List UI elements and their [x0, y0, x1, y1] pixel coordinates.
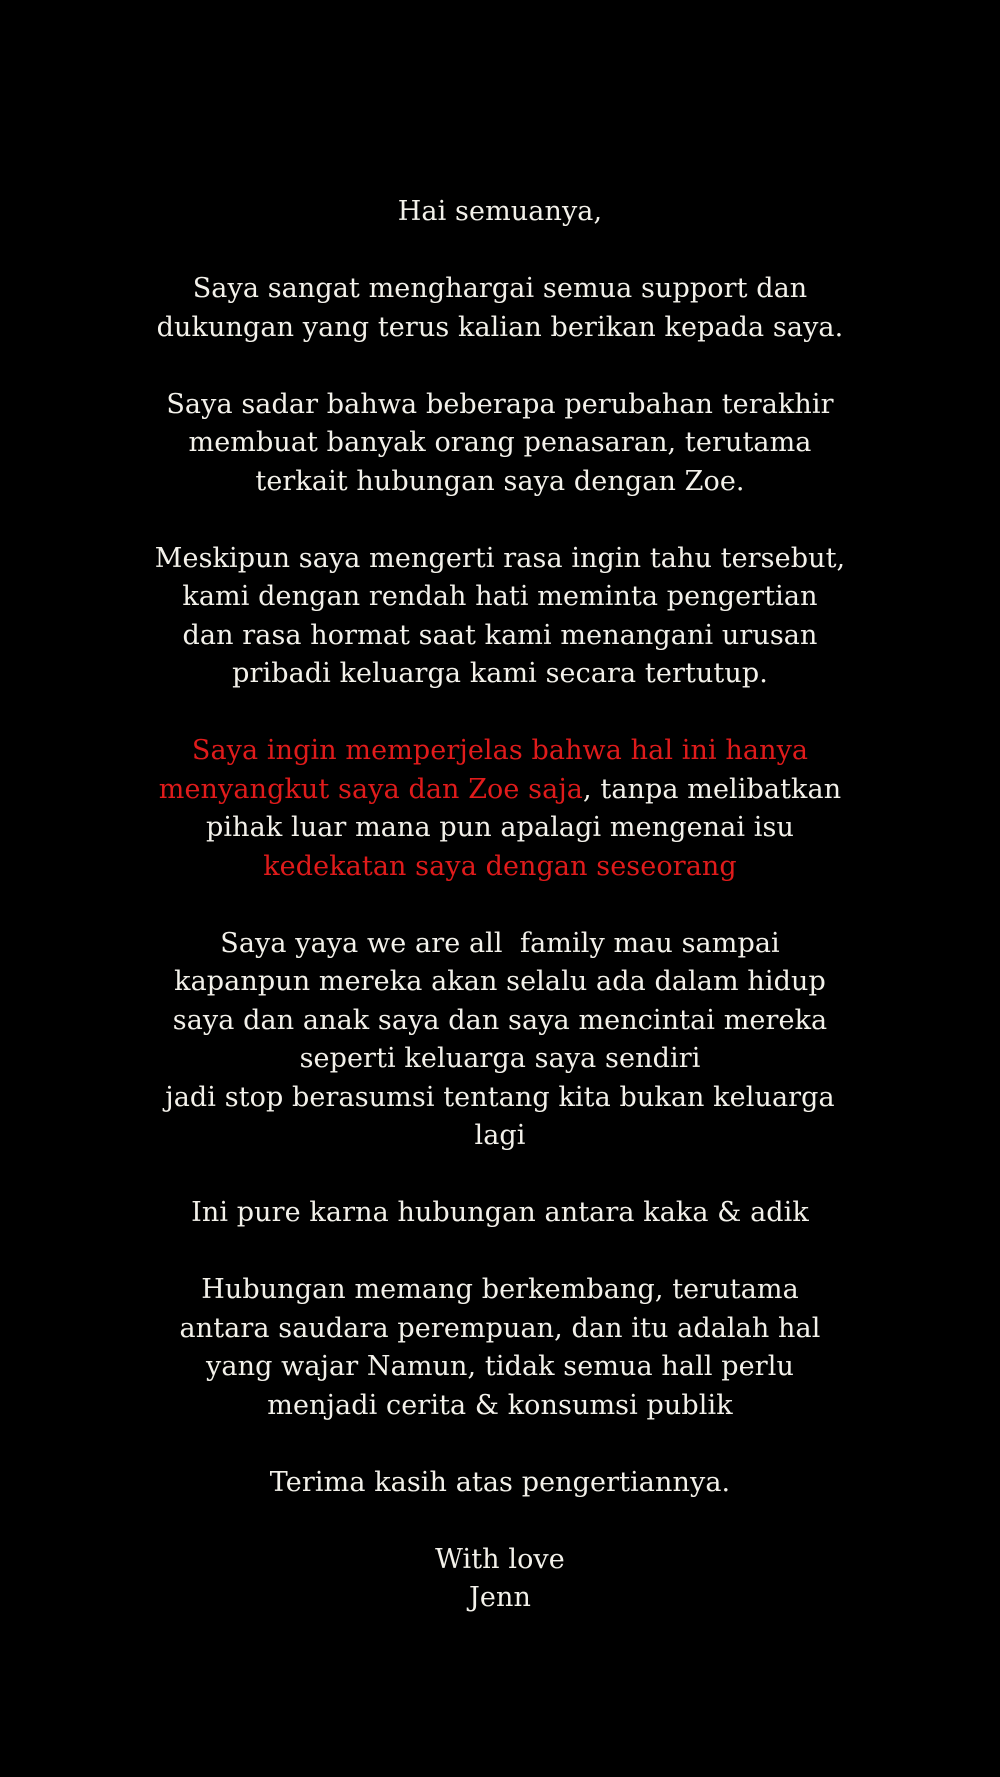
- paragraph-3-line-4: pribadi keluarga kami secara tertutup.: [232, 658, 768, 689]
- highlighted-text: Saya ingin memperjelas bahwa hal ini hanya: [191, 735, 809, 766]
- paragraph-7-line-4: menjadi cerita & konsumsi publik: [267, 1389, 733, 1421]
- paragraph-5-line-4: seperti keluarga saya sendiri: [299, 1043, 701, 1074]
- paragraph-5-line-5: jadi stop berasumsi tentang kita bukan keluarga: [165, 1081, 835, 1113]
- paragraph-4-line-2: [0, 771, 1000, 810]
- paragraph-4-line-3: pihak luar mana pun apalagi mengenai isu: [206, 812, 794, 843]
- paragraph-2-line-2: membuat banyak orang penasaran, terutama: [188, 427, 812, 458]
- paragraph-5-line-6: lagi: [474, 1120, 526, 1151]
- statement-text: [0, 193, 1000, 1618]
- paragraph-5-line-2: kapanpun mereka akan selalu ada dalam hidup: [174, 966, 826, 997]
- paragraph-7-line-2: antara saudara perempuan, dan itu adalah hal: [179, 1312, 821, 1344]
- paragraph-1-line-2: dukungan yang terus kalian berikan kepada saya.: [156, 311, 844, 343]
- paragraph-3-line-2: kami dengan rendah hati meminta pengertian: [182, 581, 818, 612]
- thanks-line: Terima kasih atas pengertiannya.: [269, 1466, 731, 1498]
- paragraph-5-line-3: saya dan anak saya dan saya mencintai mereka: [172, 1004, 828, 1036]
- paragraph-3-line-1: Meskipun saya mengerti rasa ingin tahu tersebut,: [154, 542, 846, 574]
- paragraph-3-line-3: dan rasa hormat saat kami menangani urusan: [182, 619, 818, 651]
- paragraph-1-line-1: Saya sangat menghargai semua support dan: [192, 273, 808, 304]
- paragraph-7-line-3: yang wajar Namun, tidak semua hall perlu: [206, 1351, 794, 1382]
- paragraph-4-line-2-rest: , tanpa melibatkan: [583, 773, 842, 805]
- highlighted-text: menyangkut saya dan Zoe saja: [158, 773, 583, 805]
- signature-name: Jenn: [469, 1582, 531, 1613]
- paragraph-5-line-1: Saya yaya we are all family mau sampai: [220, 927, 780, 959]
- paragraph-7-line-1: Hubungan memang berkembang, terutama: [201, 1274, 799, 1305]
- paragraph-2-line-1: Saya sadar bahwa beberapa perubahan terakhir: [166, 388, 834, 420]
- paragraph-2-line-3: terkait hubungan saya dengan Zoe.: [255, 465, 745, 497]
- greeting: Hai semuanya,: [397, 196, 603, 227]
- paragraph-6-line-1: Ini pure karna hubungan antara kaka & adik: [191, 1197, 809, 1228]
- highlighted-text: kedekatan saya dengan seseorang: [263, 850, 737, 882]
- closing-line: With love: [435, 1543, 565, 1575]
